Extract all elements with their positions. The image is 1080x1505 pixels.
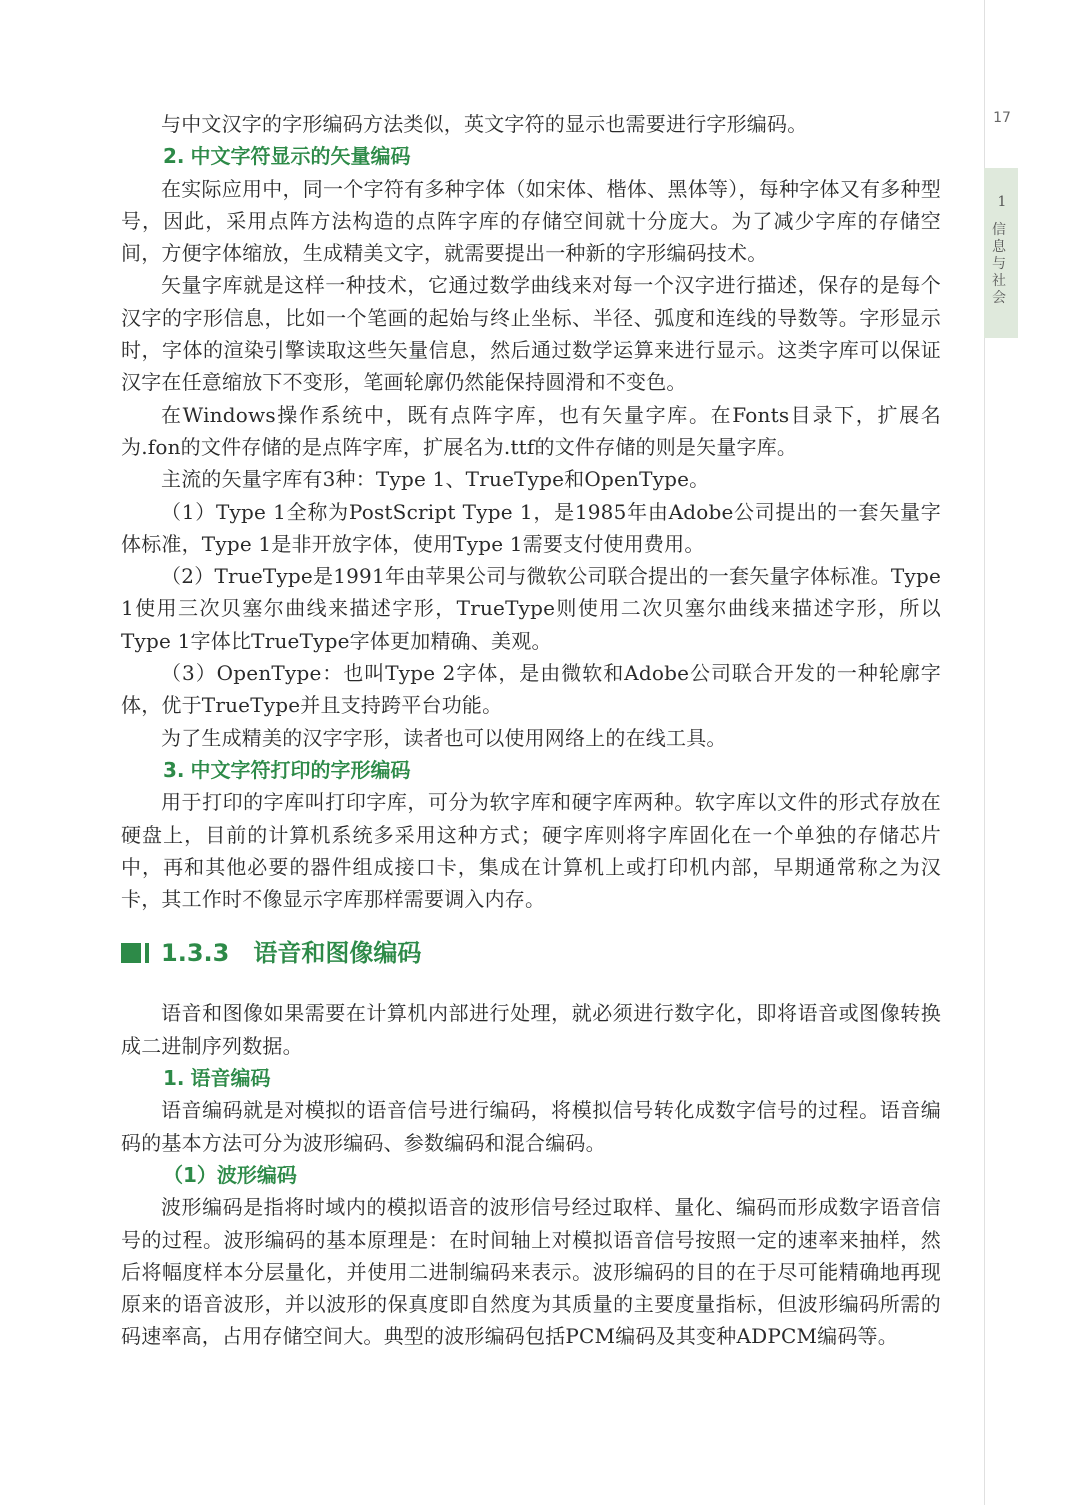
section-title: 语音和图像编码 [253, 939, 422, 968]
paragraph: 语音和图像如果需要在计算机内部进行处理，就必须进行数字化，即将语音或图像转换成二进制序列数据。 [121, 1001, 941, 1058]
subheading-speech-encoding [121, 1062, 941, 1094]
page-number: 17 [993, 110, 1011, 126]
subheading-text: 中文字符显示的矢量编码 [190, 144, 411, 169]
subheading-text: 中文字符打印的字形编码 [190, 757, 411, 782]
subheading-number: 2. [163, 144, 185, 169]
subheading-print-encoding [121, 754, 941, 786]
subheading-number: 1. [163, 1066, 185, 1091]
section-marker-icon [121, 943, 149, 963]
body-text [121, 108, 941, 1353]
paragraph: （3）OpenType：也叫Type 2字体，是由微软和Adobe公司联合开发的一种轮廓字体，优于TrueType并且支持跨平台功能。 [121, 661, 941, 718]
subheading-number: 3. [163, 757, 185, 782]
paragraph: 在Windows操作系统中，既有点阵字库，也有矢量字库。在Fonts目录下，扩展名为.fon的文件存储的是点阵字库，扩展名为.ttf的文件存储的则是矢量字库。 [121, 402, 941, 459]
paragraph: 在实际应用中，同一个字符有多种字体（如宋体、楷体、黑体等），每种字体又有多种型号，因此，采用点阵方法构造的点阵字库的存储空间就十分庞大。为了减少字库的存储空间，方便字体缩放，生成精美文字，就需要提出一种新的字形编码技术。 [121, 176, 941, 266]
subheading-text: 语音编码 [190, 1066, 271, 1091]
paragraph: 波形编码是指将时域内的模拟语音的波形信号经过取样、量化、编码而形成数字语音信号的过程。波形编码的基本原理是：在时间轴上对模拟语音信号按照一定的速率来抽样，然后将幅度样本分层量化，并使用二进制编码来表示。波形编码的目的在于尽可能精确地再现原来的语音波形，并以波形的保真度即自然度为其质量的主要度量指标，但波形编码所需的码速率高，占用存储空间大。典型的波形编码包括PCM编码及其变种ADPCM编码等。 [121, 1195, 941, 1349]
paragraph: 矢量字库就是这样一种技术，它通过数学曲线来对每一个汉字进行描述，保存的是每个汉字的字形信息，比如一个笔画的起始与终止坐标、半径、弧度和连线的导数等。字形显示时，字体的渲染引擎读取这些矢量信息，然后通过数学运算来进行显示。这类字库可以保证汉字在任意缩放下不变形，笔画轮廓仍然能保持圆滑和不变色。 [121, 273, 941, 395]
paragraph: 为了生成精美的汉字字形，读者也可以使用网络上的在线工具。 [161, 725, 727, 750]
subheading-vector-encoding [121, 140, 941, 172]
paragraph: 语音编码就是对模拟的语音信号进行编码，将模拟信号转化成数字信号的过程。语音编码的基本方法可分为波形编码、参数编码和混合编码。 [121, 1098, 941, 1155]
chapter-title: 信息与社会 [992, 222, 1006, 306]
chapter-number: 1 [997, 194, 1007, 210]
paragraph: 用于打印的字库叫打印字库，可分为软字库和硬字库两种。软字库以文件的形式存放在硬盘上，目前的计算机系统多采用这种方式；硬字库则将字库固化在一个单独的存储芯片中，再和其他必要的器件组成接口卡，集成在计算机上或打印机内部，早期通常称之为汉卡，其工作时不像显示字库那样需要调入内存。 [121, 790, 941, 912]
section-number: 1.3.3 [161, 939, 230, 968]
section-heading [121, 933, 941, 973]
subheading-waveform-encoding: （1）波形编码 [163, 1162, 297, 1187]
paragraph: （2）TrueType是1991年由苹果公司与微软公司联合提出的一套矢量字体标准。Type 1使用三次贝塞尔曲线来描述字形，TrueType则使用二次贝塞尔曲线来描述字形，所以Type 1字体比TrueType字体更加精确、美观。 [121, 564, 941, 653]
paragraph: （1）Type 1全称为PostScript Type 1，是1985年由Adobe公司提出的一套矢量字体标准，Type 1是非开放字体，使用Type 1需要支付使用费用。 [121, 499, 941, 556]
paragraph: 主流的矢量字库有3种：Type 1、TrueType和OpenType。 [161, 467, 710, 492]
paragraph: 与中文汉字的字形编码方法类似，英文字符的显示也需要进行字形编码。 [161, 112, 808, 136]
